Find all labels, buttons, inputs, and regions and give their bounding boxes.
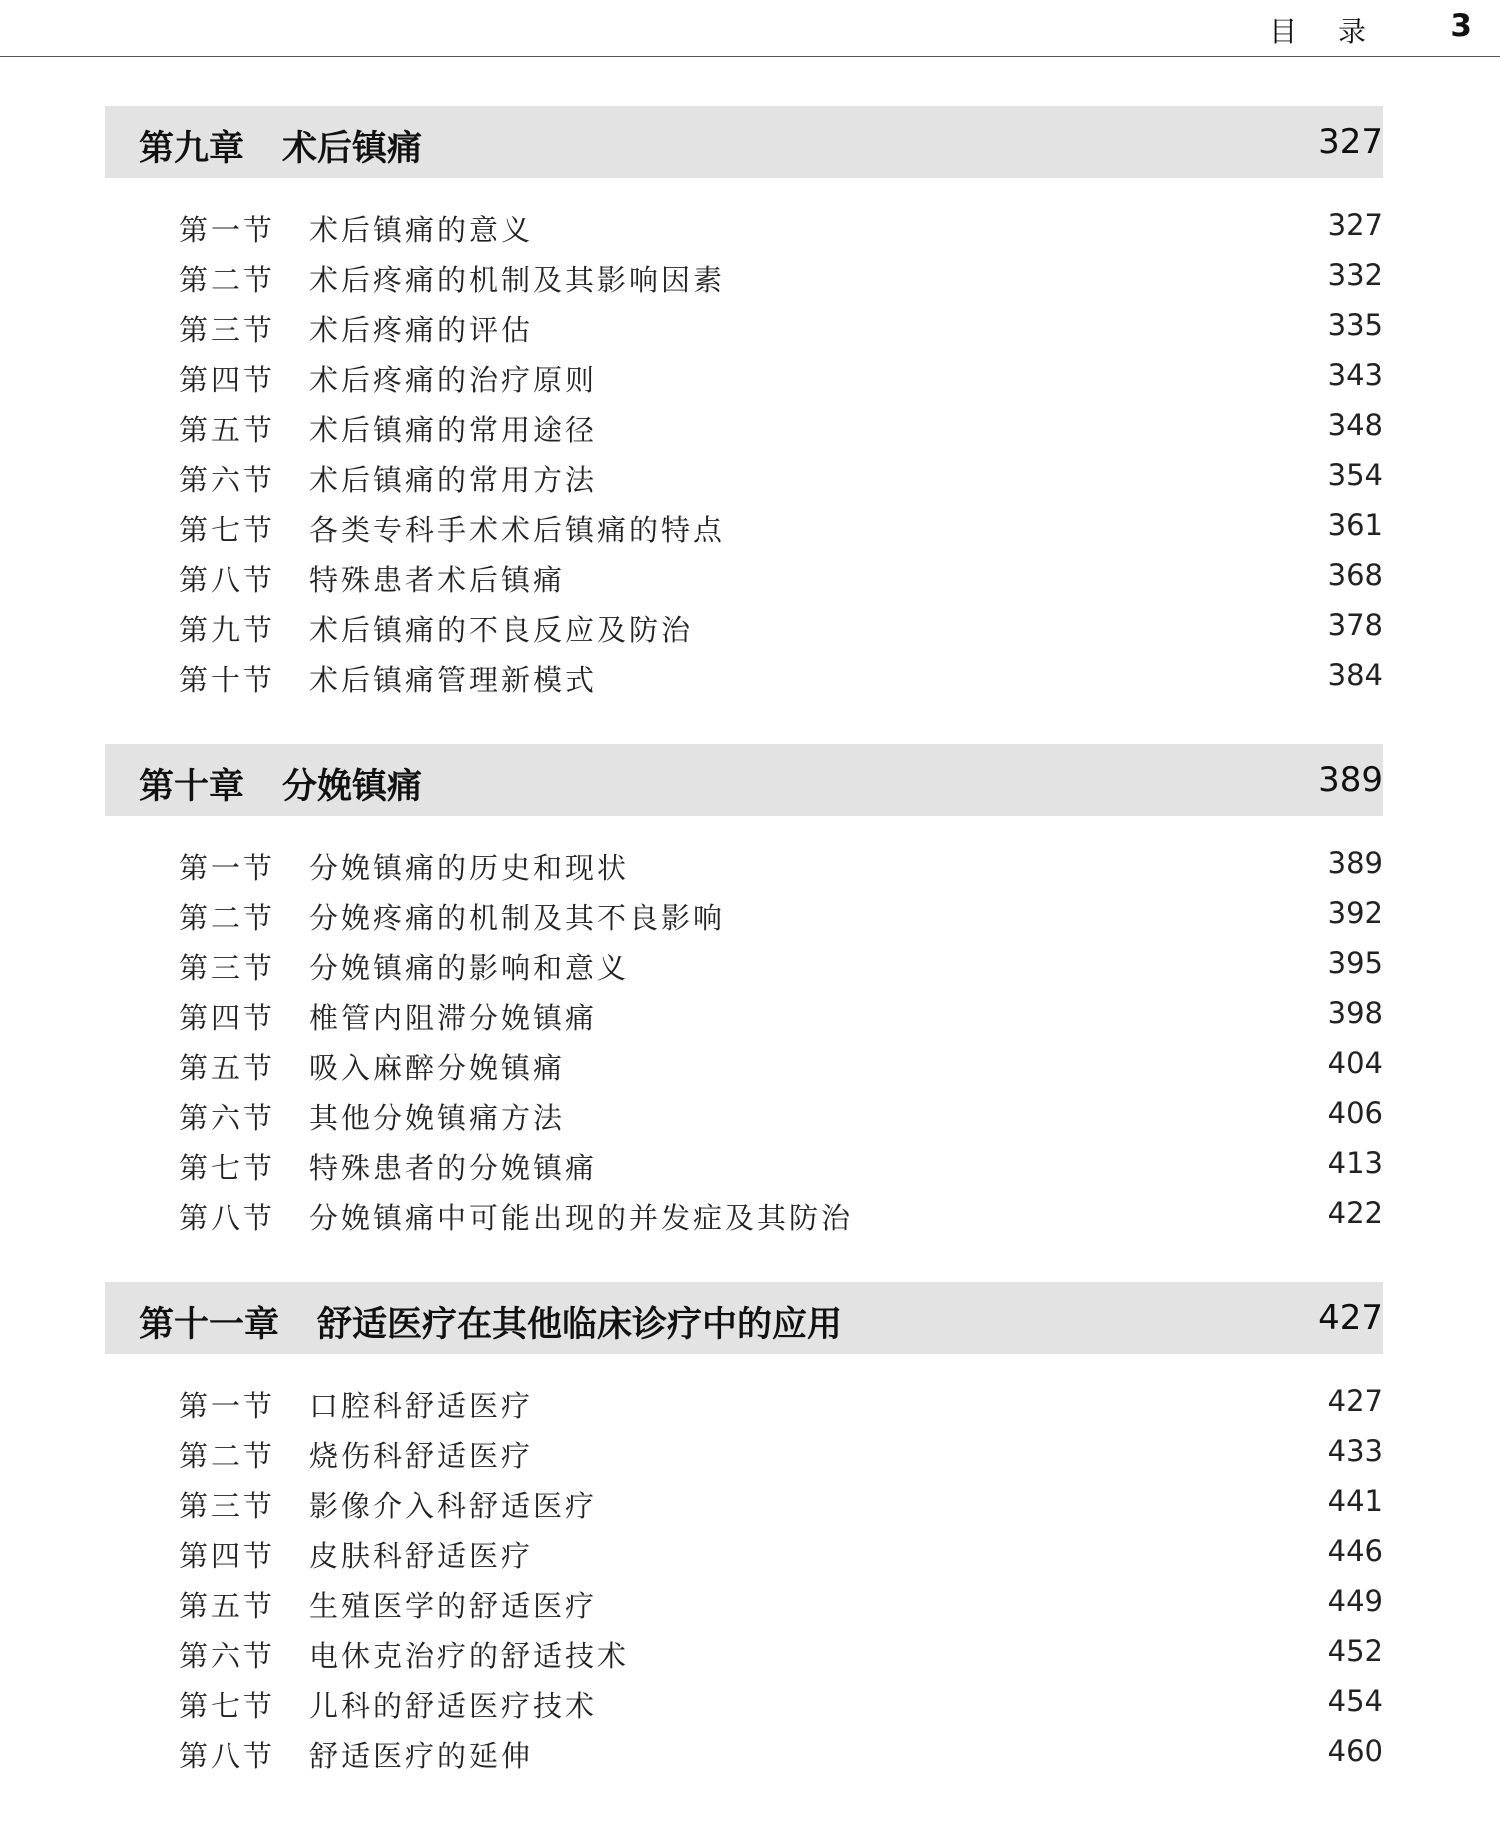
section-title: 其他分娩镇痛方法: [309, 1101, 566, 1135]
section-entry[interactable]: [105, 838, 1383, 888]
section-page-number: 460: [1327, 1734, 1383, 1768]
section-page-number: 361: [1327, 508, 1383, 542]
chapter-heading[interactable]: [105, 106, 1383, 178]
section-entry[interactable]: [105, 938, 1383, 988]
chapter-heading[interactable]: [105, 1282, 1383, 1354]
chapter-label: 第十一章: [139, 1305, 280, 1345]
section-label: 第五节: [179, 1051, 276, 1085]
section-title: 口腔科舒适医疗: [309, 1389, 534, 1423]
section-label: 第八节: [179, 1201, 276, 1235]
section-title: 生殖医学的舒适医疗: [309, 1589, 598, 1623]
section-entry[interactable]: [105, 650, 1383, 700]
section-title: 术后疼痛的机制及其影响因素: [309, 263, 726, 297]
section-label: 第十节: [179, 663, 276, 697]
section-label: 第七节: [179, 1151, 276, 1185]
section-page-number: 343: [1327, 358, 1383, 392]
section-page-number: 413: [1327, 1146, 1383, 1180]
section-entry[interactable]: [105, 1726, 1383, 1776]
section-title: 舒适医疗的延伸: [309, 1739, 534, 1773]
section-page-number: 406: [1327, 1096, 1383, 1130]
section-label: 第四节: [179, 1539, 276, 1573]
section-page-number: 368: [1327, 558, 1383, 592]
section-title: 分娩镇痛的影响和意义: [309, 951, 630, 985]
section-label: 第五节: [179, 413, 276, 447]
section-page-number: 427: [1327, 1384, 1383, 1418]
section-page-number: 348: [1327, 408, 1383, 442]
section-label: 第七节: [179, 1689, 276, 1723]
chapter-title: 舒适医疗在其他临床诊疗中的应用: [317, 1305, 843, 1345]
section-label: 第三节: [179, 951, 276, 985]
section-title: 术后镇痛的常用途径: [309, 413, 598, 447]
section-title: 椎管内阻滞分娩镇痛: [309, 1001, 598, 1035]
section-entry[interactable]: [105, 1426, 1383, 1476]
section-title: 影像介入科舒适医疗: [309, 1489, 598, 1523]
section-page-number: 335: [1327, 308, 1383, 342]
section-page-number: 433: [1327, 1434, 1383, 1468]
section-entry[interactable]: [105, 1138, 1383, 1188]
section-title: 分娩镇痛中可能出现的并发症及其防治: [309, 1201, 854, 1235]
section-label: 第一节: [179, 1389, 276, 1423]
section-page-number: 327: [1327, 208, 1383, 242]
section-page-number: 395: [1327, 946, 1383, 980]
chapter-page-number: 427: [1318, 1298, 1383, 1338]
chapter-block: [105, 744, 1383, 1238]
section-entry[interactable]: [105, 300, 1383, 350]
section-label: 第一节: [179, 851, 276, 885]
section-page-number: 446: [1327, 1534, 1383, 1568]
section-page-number: 454: [1327, 1684, 1383, 1718]
section-title: 特殊患者的分娩镇痛: [309, 1151, 598, 1185]
section-entry[interactable]: [105, 1088, 1383, 1138]
section-entry[interactable]: [105, 1626, 1383, 1676]
section-label: 第六节: [179, 1639, 276, 1673]
section-page-number: 452: [1327, 1634, 1383, 1668]
running-header: [0, 0, 1500, 57]
section-page-number: 449: [1327, 1584, 1383, 1618]
section-title: 皮肤科舒适医疗: [309, 1539, 534, 1573]
header-page-number: 3: [1450, 8, 1472, 44]
header-title: 目 录: [1269, 15, 1382, 48]
section-page-number: 332: [1327, 258, 1383, 292]
section-list: [105, 200, 1383, 700]
section-title: 儿科的舒适医疗技术: [309, 1689, 598, 1723]
chapter-label: 第九章: [139, 129, 245, 169]
section-entry[interactable]: [105, 600, 1383, 650]
section-page-number: 398: [1327, 996, 1383, 1030]
section-label: 第四节: [179, 363, 276, 397]
section-page-number: 392: [1327, 896, 1383, 930]
section-label: 第三节: [179, 1489, 276, 1523]
section-title: 术后镇痛的意义: [309, 213, 534, 247]
section-entry[interactable]: [105, 200, 1383, 250]
section-label: 第二节: [179, 901, 276, 935]
section-label: 第九节: [179, 613, 276, 647]
chapter-title: 分娩镇痛: [282, 767, 423, 807]
chapter-page-number: 327: [1318, 122, 1383, 162]
section-title: 吸入麻醉分娩镇痛: [309, 1051, 566, 1085]
section-page-number: 389: [1327, 846, 1383, 880]
section-entry[interactable]: [105, 400, 1383, 450]
section-title: 特殊患者术后镇痛: [309, 563, 566, 597]
section-label: 第三节: [179, 313, 276, 347]
section-entry[interactable]: [105, 1188, 1383, 1238]
section-title: 分娩镇痛的历史和现状: [309, 851, 630, 885]
section-page-number: 441: [1327, 1484, 1383, 1518]
section-page-number: 422: [1327, 1196, 1383, 1230]
section-label: 第一节: [179, 213, 276, 247]
section-entry[interactable]: [105, 550, 1383, 600]
section-entry[interactable]: [105, 1376, 1383, 1426]
section-title: 分娩疼痛的机制及其不良影响: [309, 901, 726, 935]
chapter-label: 第十章: [139, 767, 245, 807]
section-entry[interactable]: [105, 988, 1383, 1038]
section-title: 术后疼痛的治疗原则: [309, 363, 598, 397]
section-list: [105, 1376, 1383, 1776]
section-title: 术后镇痛的不良反应及防治: [309, 613, 694, 647]
section-entry[interactable]: [105, 1038, 1383, 1088]
section-entry[interactable]: [105, 1476, 1383, 1526]
section-page-number: 404: [1327, 1046, 1383, 1080]
section-entry[interactable]: [105, 450, 1383, 500]
section-label: 第八节: [179, 563, 276, 597]
section-entry[interactable]: [105, 888, 1383, 938]
section-title: 术后镇痛管理新模式: [309, 663, 598, 697]
section-label: 第二节: [179, 263, 276, 297]
section-entry[interactable]: [105, 250, 1383, 300]
section-page-number: 384: [1327, 658, 1383, 692]
section-label: 第六节: [179, 463, 276, 497]
section-list: [105, 838, 1383, 1238]
section-title: 各类专科手术术后镇痛的特点: [309, 513, 726, 547]
section-title: 术后镇痛的常用方法: [309, 463, 598, 497]
section-entry[interactable]: [105, 350, 1383, 400]
section-entry[interactable]: [105, 500, 1383, 550]
table-of-contents: [105, 106, 1383, 1820]
section-label: 第六节: [179, 1101, 276, 1135]
section-label: 第七节: [179, 513, 276, 547]
chapter-block: [105, 106, 1383, 700]
section-label: 第二节: [179, 1439, 276, 1473]
section-title: 烧伤科舒适医疗: [309, 1439, 534, 1473]
section-entry[interactable]: [105, 1526, 1383, 1576]
section-page-number: 378: [1327, 608, 1383, 642]
section-title: 电休克治疗的舒适技术: [309, 1639, 630, 1673]
section-page-number: 354: [1327, 458, 1383, 492]
section-label: 第五节: [179, 1589, 276, 1623]
section-label: 第四节: [179, 1001, 276, 1035]
section-entry[interactable]: [105, 1576, 1383, 1626]
section-label: 第八节: [179, 1739, 276, 1773]
chapter-title: 术后镇痛: [282, 129, 423, 169]
chapter-page-number: 389: [1318, 760, 1383, 800]
section-title: 术后疼痛的评估: [309, 313, 534, 347]
chapter-block: [105, 1282, 1383, 1776]
section-entry[interactable]: [105, 1676, 1383, 1726]
chapter-heading[interactable]: [105, 744, 1383, 816]
